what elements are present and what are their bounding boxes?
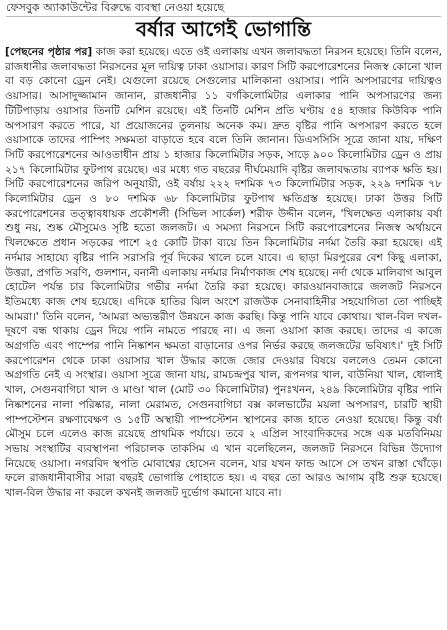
headline: বর্ষার আগেই ভোগান্তি (136, 17, 311, 41)
article-text: কাজ করা হয়েছে। এতে ওই এলাকায় এখন জলাবদ্ধতা নিরসন হয়েছে। তিনি বলেন, রাজধানীর জলাবদ্ধতা নিরসনের মূল দায়িত্ব ঢাকা ওয়াসার। কারণ সিটি করপোরেশনের নিজস্ব কোনো খাল বা বড় কোনো ড্রেন নেই। যেগুলো রয়েছে সেগুলোর মালিকানা ওয়াসার। পানি অপসারণের দায়িত্বও ওয়াসার। আসাদুজ্জামান জানান, রাজধানীর ১১ বর্গকিলোমিটার এলাকার পানি অপসারণের জন্য টিটিপাড়ায় ওয়াসার তিনটি মেশিন রয়েছে। এই তিনটি মেশিন প্রতি ঘণ্টায় ৫৪ হাজার কিউবিক পানি অপসারণ করতে পারে, যা প্রয়োজনের তুলনায় অনেক কম। দ্রুত বৃষ্টির পানি অপসারণ করতে হলে ওয়াসাকে তাদের পাম্পিং সক্ষমতা বাড়াতে হবে বলে তিনি জানান। ডিএসসিসি সূত্রে জানা যায়, দক্ষিণ সিটি করপোরেশনের আওতাধীন প্রায় ১ হাজার কিলোমিটার সড়ক, সাড়ে ৯০০ কিলোমিটার ড্রেন ও প্রায় ২১৭ কিলোমিটার ফুটপাথ রয়েছে। এর মধ্যে গত বছরের দীর্ঘমেয়াদি বৃষ্টির জলাবদ্ধতায় ব্যাপক ক্ষতি হয়। সিটি করপোরেশনের জরিপ অনুযায়ী, ওই বর্ষায় ২২২ দশমিক ৭৩ কিলোমিটার সড়ক, ২২৯ দশমিক ৭৮ কিলোমিটার ড্রেন ও ৮০ দশমিক ৬৮ কিলোমিটার ফুটপাথ ক্ষতিগ্রস্ত হয়েছে। ঢাকা উত্তর সিটি করপোরেশনের তত্ত্বাবধায়ক প্রকৌশলী (সিভিল সার্কেল) শরীফ উদ্দীন বলেন, 'খিলক্ষেত এলাকায় বর্ষা শুধু নয়, শুষ্ক মৌসুমেও সৃষ্টি হতো জলজট। এ সমস্যা নিরসনে সিটি করপোরেশনের নিজস্ব অর্থায়নে খিলক্ষেতে প্রধান সড়কের পাশে ২৫ কোটি টাকা ব্যয়ে তিন কিলোমিটার নর্দমা তৈরি করা হয়েছে। এই নর্দমার সাহায্যে বৃষ্টির পানি সরাসরি পূর্ব দিকের খালে চলে যাবে। এ ছাড়া মিরপুরের বেশ কিছু এলাকা, উত্তরা, প্রগতি সরণি, গুলশান, বনানী এলাকায় নর্দমার নির্মাণকাজ শেষ হয়েছে। নর্দা থেকে মালিবাগ আবুল হোটেল পর্যন্ত চার কিলোমিটার গভীর নর্দমা তৈরি করা হয়েছে। কারওয়ানবাজারে জলজট নিরসনে ইতিমধ্যে কাজ শেষ হয়েছে। এদিকে হাতির ঝিল অংশে রাজউক সেনাবাহিনীর সহযোগিতা তো পাচ্ছিই আমরা।' তিনি বলেন, 'আমরা অভ্যন্তরীণ উন্নয়নে কাজ করছি। কিন্তু পানি যাবে কোথায়। খাল-বিল দখল-দূষণে বন্ধ থাকায় ড্রেন দিয়ে পানি নামতে পারছে না। এ জন্য ওয়াসা কাজ করছে। তাদের এ কাজে অগ্রগতি এবং পাম্পের পানি নিষ্কাশন ক্ষমতা বাড়ানোর ওপর নির্ভর করছে জলজটের ভবিষ্যৎ।' দুই সিটি করপোরেশন থেকে ঢাকা ওয়াসার খাল উদ্ধার কাজে জোর দেওয়ার বিষয়ে বললেও তেমন কোনো অগ্রগতি নেই এ সংস্থার। ওয়াসা সূত্রে জানা যায়, রামচন্দ্রপুর খাল, রূপনগর খাল, বাউনিয়া খাল, ধোলাই খাল, সেগুনবাগিচা খাল ও মাণ্ডা খাল (মোট ৩০ কিলোমিটার) পুনঃখনন, ২৪৯ কিলোমিটার বৃষ্টির পানি নিষ্কাশনের নালা পরিষ্কার, নালা মেরামত, সেগুনবাগিচা বক্স কালভার্টের ময়লা অপসারণ, চারটি স্থায়ী পাম্পস্টেশন রক্ষণাবেক্ষণ ও ১৫টি অস্থায়ী পাম্পস্টেশন স্থাপনের কাজ হাতে নেওয়া হয়েছে। কিন্তু বর্ষা মৌসুম চলে এলেও কাজ রয়েছে প্রাথমিক পর্যায়ে। তবে ২ এপ্রিল সাংবাদিকদের সঙ্গে এক মতবিনিময় সভায় সংস্থাটির ব্যবস্থাপনা পরিচালক তাকসিম এ খান বলেছিলেন, জলজট নিরসনে বিভিন্ন উদ্যোগ নিয়েছে ওয়াসা। নগরবিদ স্থপতি মোবাশ্বের হোসেন বলেন, যার যখন ফান্ড আসে সে তখন রাস্তা খোঁড়ে। ফলে রাজধানীবাসীর সারা বছরই ভোগান্তি পোহাতে হয়। এ বছর তো আরও আগাম বৃষ্টি শুরু হয়েছে। খাল-বিল উদ্ধার না করলে কখনই জলজট দুর্ভোগ কমানো যাবে না। (5, 46, 442, 500)
article-body (5, 45, 442, 627)
continued-label: [পেছনের পৃষ্ঠার পর] (5, 46, 93, 58)
previous-article-tail: ফেসবুক অ্যাকাউন্টের বিরুদ্ধে ব্যবস্থা নেওয়া হয়েছে (6, 0, 441, 17)
